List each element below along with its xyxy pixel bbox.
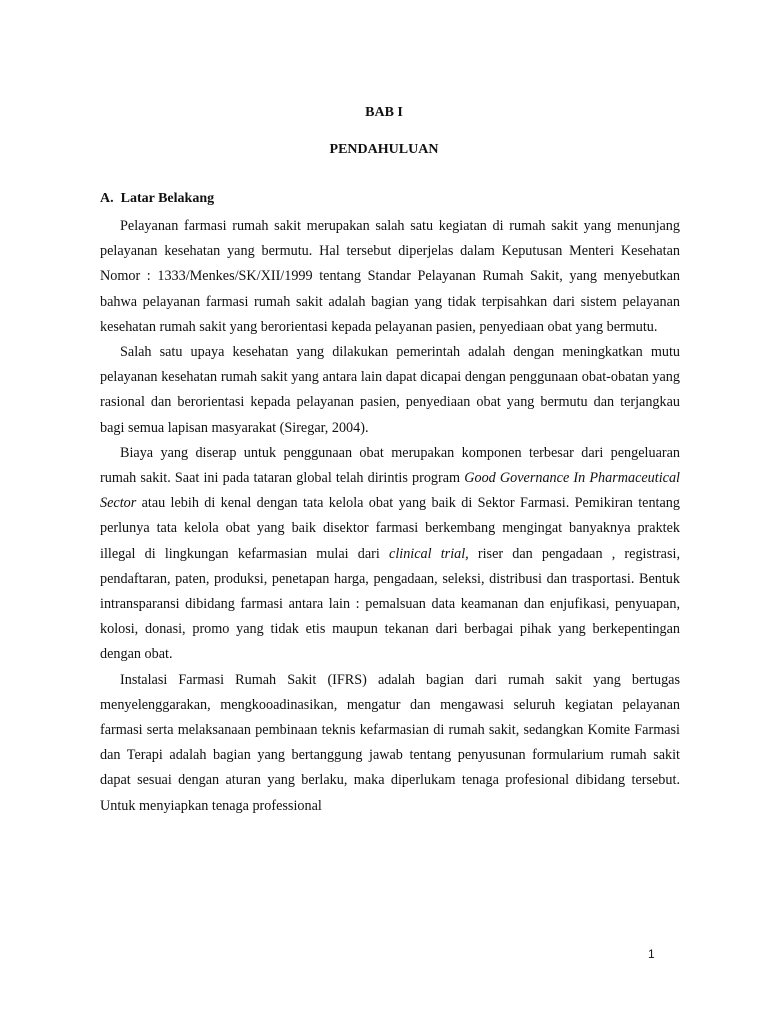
paragraph-4: Instalasi Farmasi Rumah Sakit (IFRS) adalah bagian dari rumah sakit yang bertugas menyelenggarakan, mengkooadinasikan, mengatur dan mengawasi seluruh kegiatan pelayanan farmasi serta melaksanaan pembinaan teknis kefarmasian di rumah sakit, sedangkan Komite Farmasi dan Terapi adalah bagian yang bertanggung jawab tentang penyusunan formularium rumah sakit dapat sesuai dengan aturan yang berlaku, maka diperlukam tenaga profesional dibidang tersebut. Untuk menyiapkan tenaga professional: [100, 671, 680, 814]
paragraph-2: Salah satu upaya kesehatan yang dilakukan pemerintah adalah dengan meningkatkan mutu pelayanan kesehatan rumah sakit yang antara lain dapat dicapai dengan penggunaan obat-obatan yang rasional dan berorientasi kepada pelayanan pasien, penyediaan obat yang bermutu dan terjangkau bagi semua lapisan masyarakat (Siregar, 2004).: [100, 344, 680, 436]
section-heading: [100, 191, 214, 207]
section-label: A.: [100, 191, 114, 206]
paragraph-3: [100, 441, 680, 668]
paragraph-3-part-2: atau lebih di kenal dengan tata kelola obat yang baik di Sektor Farmasi. Pemikiran tentang perlunya tata kelola obat yang baik disektor farmasi berkembang mengingat banyaknya praktek illegal di lingkungan kefarmasian mulai dari: [100, 495, 680, 562]
body-text: [100, 214, 680, 819]
chapter-title: PENDAHULUAN: [329, 142, 439, 157]
paragraph-3-part-3: riser dan pengadaan , registrasi, pendaftaran, paten, produksi, penetapan harga, pengadaan, seleksi, distribusi dan trasportasi. Bentuk intransparansi dibidang farmasi antara lain : pemalsuan data keamanan dan enjufikasi, penyuapan, kolosi, donasi, promo yang tidak etis maupun tekanan dari berbagai pihak yang berkepentingan dengan obat.: [100, 545, 680, 663]
section-heading-text: Latar Belakang: [120, 191, 215, 206]
italic-term-clinical-trial: clinical trial,: [389, 545, 469, 562]
chapter-heading: BAB I: [365, 105, 403, 120]
italic-term-good-governance: Good Governance In Pharmaceutical Sector: [100, 470, 680, 512]
paragraph-1: Pelayanan farmasi rumah sakit merupakan salah satu kegiatan di rumah sakit yang menunjang pelayanan kesehatan yang bermutu. Hal tersebut diperjelas dalam Keputusan Menteri Kesehatan Nomor : 1333/Menkes/SK/XII/1999 tentang Standar Pelayanan Rumah Sakit, yang menyebutkan bahwa pelayanan farmasi rumah sakit adalah bagian yang tidak terpisahkan dari sistem pelayanan kesehatan rumah sakit yang berorientasi kepada pelayanan pasien, penyediaan obat yang bermutu.: [100, 218, 680, 335]
page-number: 1: [648, 947, 655, 961]
paragraph-3-part-1: Biaya yang diserap untuk penggunaan obat merupakan komponen terbesar dari pengeluaran rumah sakit. Saat ini pada tataran global telah dirintis program: [100, 444, 680, 487]
